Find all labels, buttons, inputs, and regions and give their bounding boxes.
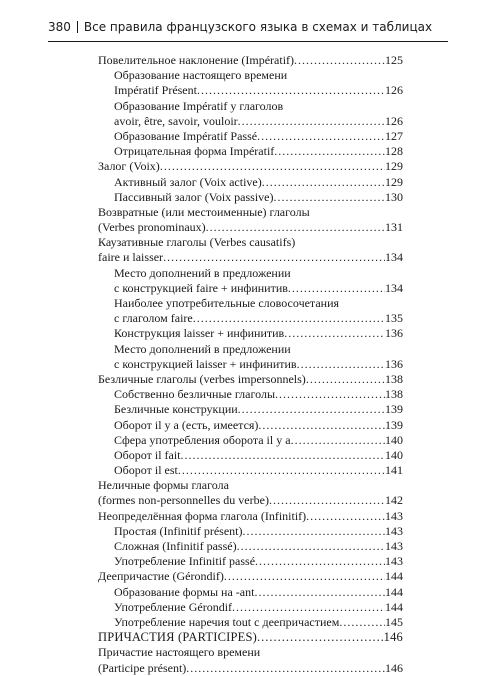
toc-entry — [98, 569, 403, 584]
toc-entry-title: (formes non-personnelles du verbe) — [98, 493, 269, 508]
toc-leader-dots — [238, 402, 385, 417]
toc-entry-title: (Participe présent) — [98, 660, 187, 675]
toc-page-number: 145 — [385, 614, 403, 629]
toc-entry — [98, 281, 403, 296]
toc-entry-title: Собственно безличные глаголы — [114, 387, 276, 402]
toc-leader-dots — [274, 190, 386, 205]
toc-entry — [98, 539, 403, 554]
toc-entry — [98, 342, 403, 357]
toc-leader-dots — [232, 600, 385, 615]
toc-page-number: 146 — [383, 630, 403, 645]
toc-page-number: 146 — [385, 660, 403, 675]
toc-page-number: 136 — [385, 326, 403, 341]
toc-entry-title: Возвратные (или местоименные) глаголы — [98, 204, 310, 219]
toc-entry — [98, 190, 403, 205]
toc-page-number: 136 — [385, 356, 403, 371]
toc-entry-title: Употребление Infinitif passé — [114, 554, 256, 569]
toc-page-number: 139 — [385, 402, 403, 417]
toc-leader-dots — [262, 175, 385, 190]
toc-leader-dots — [284, 326, 385, 341]
toc-entry-title: Конструкция laisser + инфинитив — [114, 326, 285, 341]
toc-entry-title: Наиболее употребительные словосочетания — [114, 296, 340, 310]
toc-entry — [98, 129, 403, 144]
toc-leader-dots — [193, 311, 385, 326]
toc-page-number: 141 — [385, 463, 403, 478]
toc-entry — [98, 418, 403, 433]
toc-leader-dots — [206, 220, 385, 235]
toc-page-number: 144 — [385, 569, 403, 584]
toc-leader-dots — [254, 585, 385, 600]
toc-entry — [98, 175, 403, 190]
toc-entry-title: Каузативные глаголы (Verbes causatifs) — [98, 235, 296, 250]
toc-entry-title: Оборот il est — [114, 463, 178, 478]
toc-entry — [98, 296, 403, 311]
toc-entry-title: Сфера употребления оборота il y a — [114, 432, 291, 447]
toc-page-number: 128 — [385, 144, 403, 159]
toc-entry-title: Образование Impératif у глаголов — [114, 98, 284, 113]
toc-leader-dots — [237, 539, 385, 554]
toc-entry-title: Повелительное наклонение (Impératif) — [98, 53, 295, 67]
toc-page-number: 126 — [385, 83, 403, 98]
toc-page-number: 127 — [385, 128, 403, 143]
toc-leader-dots — [274, 144, 385, 159]
toc-page-number: 143 — [385, 554, 403, 569]
toc-page-number: 144 — [385, 599, 403, 614]
toc-entry — [98, 615, 403, 630]
toc-entry-title: Образование формы на -ant — [114, 584, 255, 599]
toc-entry — [98, 402, 403, 417]
header-separator — [77, 21, 78, 33]
toc-entry — [98, 326, 403, 341]
toc-entry-title: faire и laisser — [98, 250, 164, 265]
toc-entry — [98, 661, 403, 676]
toc-entry-title: с конструкцией faire + инфинитив — [114, 280, 288, 295]
toc-page-number: 140 — [385, 447, 403, 462]
toc-page-number: 138 — [385, 387, 403, 402]
toc-entry — [98, 357, 403, 372]
toc-entry — [98, 448, 403, 463]
toc-entry-title: Образование настоящего времени — [114, 68, 288, 83]
toc-entry-title: avoir, être, savoir, vouloir — [114, 113, 238, 128]
toc-leader-dots — [163, 250, 385, 265]
toc-entry-title: Простая (Infinitif présent) — [114, 523, 243, 538]
toc-leader-dots — [306, 372, 385, 387]
toc-entry — [98, 144, 403, 159]
toc-entry — [98, 83, 403, 98]
toc-entry-title: ПРИЧАСТИЯ (PARTICIPES) — [98, 630, 257, 645]
toc-page-number: 143 — [385, 523, 403, 538]
toc-page-number: 130 — [385, 189, 403, 204]
toc-page-number: 139 — [385, 417, 403, 432]
toc-page-number: 131 — [385, 220, 403, 235]
toc-leader-dots — [339, 615, 385, 630]
toc-leader-dots — [186, 661, 385, 676]
toc-entry — [98, 311, 403, 326]
toc-entry — [98, 645, 403, 660]
toc-entry — [98, 463, 403, 478]
toc-entry — [98, 493, 403, 508]
toc-leader-dots — [255, 554, 385, 569]
toc-entry — [98, 266, 403, 281]
toc-entry — [98, 114, 403, 129]
toc-entry — [98, 53, 403, 68]
toc-leader-dots — [224, 569, 385, 584]
page-number: 380 — [48, 20, 71, 34]
toc-entry-title: с конструкцией laisser + инфинитив — [114, 356, 297, 371]
toc-entry-title: Деепричастие (Gérondif) — [98, 569, 224, 584]
toc-leader-dots — [306, 509, 385, 524]
toc-leader-dots — [257, 129, 385, 144]
toc-entry — [98, 220, 403, 235]
toc-entry-title: Impératif Présent — [114, 83, 197, 98]
toc-leader-dots — [257, 630, 384, 645]
toc-entry — [98, 68, 403, 83]
toc-leader-dots — [291, 433, 385, 448]
toc-entry — [98, 235, 403, 250]
toc-entry-title: Сложная (Infinitif passé) — [114, 539, 237, 553]
running-header — [48, 20, 448, 34]
toc-entry-title: Употребление Gérondif — [114, 599, 233, 614]
toc-entry — [98, 600, 403, 615]
toc-leader-dots — [197, 83, 385, 98]
toc-entry-title: Безличные глаголы (verbes impersonnels) — [98, 371, 306, 386]
toc-leader-dots — [275, 387, 385, 402]
toc-leader-dots — [288, 281, 385, 296]
toc-entry — [98, 509, 403, 524]
toc-leader-dots — [269, 493, 385, 508]
toc-page-number: 142 — [385, 493, 403, 508]
toc-page-number: 135 — [385, 311, 403, 326]
toc-entry-title: Неличные формы глагола — [98, 478, 229, 493]
toc-entry — [98, 372, 403, 387]
toc-entry-title: Причастие настоящего времени — [98, 645, 261, 660]
toc-leader-dots — [238, 114, 385, 129]
toc-entry-title: Употребление наречия tout с деепричастием — [114, 614, 340, 629]
toc-leader-dots — [294, 53, 385, 68]
toc-entry-title: Оборот il fait — [114, 447, 181, 462]
toc-page-number: 125 — [385, 53, 403, 67]
toc-entry-title: Неопределённая форма глагола (Infinitif) — [98, 508, 307, 523]
toc-entry-title: Место дополнений в предложении — [114, 341, 291, 356]
toc-page-number: 126 — [385, 113, 403, 128]
toc-page-number: 140 — [385, 432, 403, 447]
book-title: Все правила французского языка в схемах и таблицах — [83, 20, 433, 34]
toc-leader-dots — [243, 524, 386, 539]
toc-entry-title: (Verbes pronominaux) — [98, 220, 206, 235]
toc-entry-title: Безличные конструкции — [114, 402, 238, 417]
toc-entry — [98, 585, 403, 600]
toc-leader-dots — [297, 357, 385, 372]
toc-page-number: 129 — [385, 174, 403, 189]
toc-entry — [98, 205, 403, 220]
toc-entry-title: Образование Impératif Passé — [114, 128, 258, 143]
toc-leader-dots — [160, 159, 385, 174]
toc-entry-title: Отрицательная форма Impératif — [114, 144, 275, 159]
toc-page-number: 134 — [385, 250, 403, 265]
toc-entry-title: Место дополнений в предложении — [114, 265, 291, 280]
toc-entry-title: с глаголом faire — [114, 311, 193, 326]
toc-page-number: 129 — [385, 159, 403, 174]
toc-entry — [98, 159, 403, 174]
toc-leader-dots — [181, 448, 385, 463]
toc-entry — [98, 250, 403, 265]
toc-page-number: 143 — [385, 539, 403, 553]
toc-page-number: 144 — [385, 584, 403, 599]
toc-page-number: 138 — [385, 371, 403, 386]
toc-entry — [98, 524, 403, 539]
toc-entry-title: Оборот il y a (есть, имеется) — [114, 417, 259, 432]
toc-entry — [98, 433, 403, 448]
toc-entry-title: Активный залог (Voix active) — [114, 174, 262, 189]
toc-entry — [98, 478, 403, 493]
toc-leader-dots — [178, 463, 385, 478]
toc-page-number: 134 — [385, 280, 403, 295]
header-rule — [48, 41, 448, 42]
toc-entry-title: Залог (Voix) — [98, 159, 160, 174]
toc-entry — [98, 99, 403, 114]
table-of-contents — [98, 53, 403, 676]
toc-entry — [98, 387, 403, 402]
toc-page-number: 143 — [385, 508, 403, 523]
toc-leader-dots — [258, 418, 385, 433]
toc-entry-title: Пассивный залог (Voix passive) — [114, 189, 274, 204]
toc-entry — [98, 630, 403, 645]
toc-entry — [98, 554, 403, 569]
